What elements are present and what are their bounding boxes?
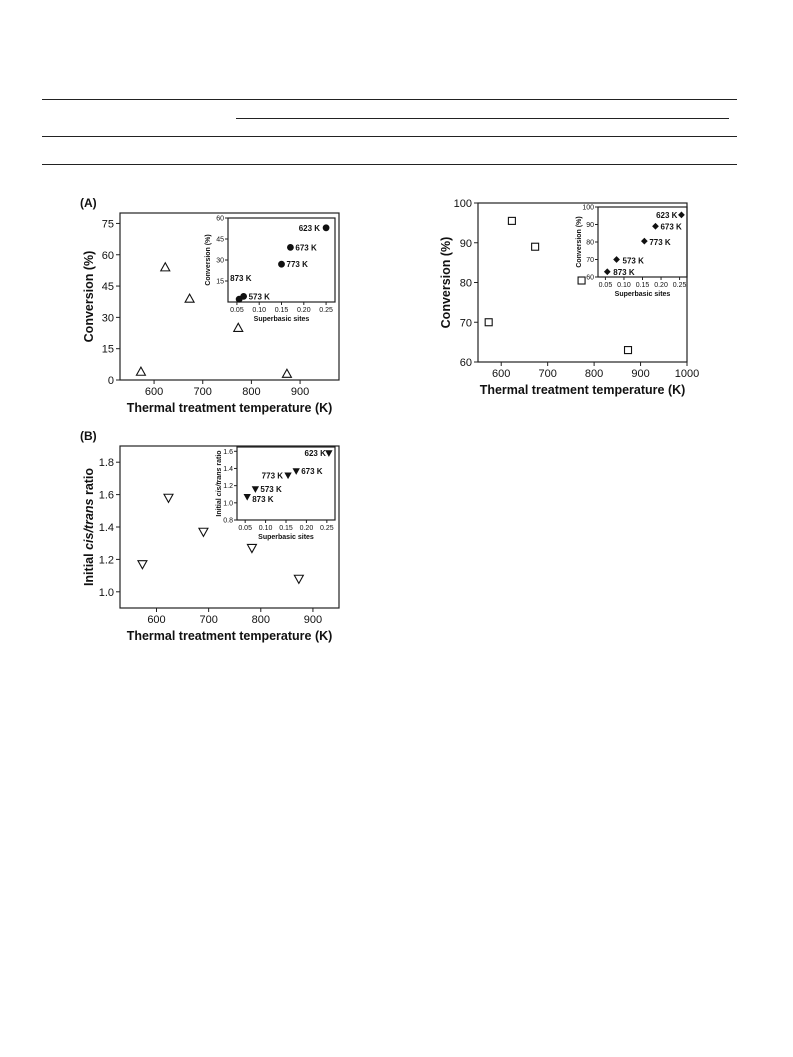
chart-a-inset-ytick-label: 30 <box>216 257 224 265</box>
chart-c-ytick-label: 100 <box>453 198 472 210</box>
chart-a-xtick-label: 900 <box>290 386 310 398</box>
panel-label-a: (A) <box>80 196 97 210</box>
chart-c-data-point <box>532 243 539 250</box>
chart-c-inset-point-label: 773 K <box>649 238 671 248</box>
chart-b-inset-xtick-label: 0.15 <box>279 525 293 532</box>
chart-b-inset-y-axis-label-suffix: ratio <box>216 450 223 468</box>
chart-b-inset-y-axis-label-italic: cis/trans <box>216 467 223 497</box>
chart-c-inset-point-label: 873 K <box>613 267 635 277</box>
chart-a-inset-point-label: 873 K <box>230 274 252 284</box>
chart-b-inset-xtick-label: 0.10 <box>258 525 273 532</box>
chart-c-inset-data-point <box>604 269 610 275</box>
chart-b-inset-ytick-label: 1.4 <box>223 465 233 473</box>
chart-c-ytick-label: 90 <box>459 237 472 250</box>
chart-b-inset-ytick-label: 1.0 <box>223 500 233 508</box>
chart-c-inset-ytick-label: 100 <box>582 204 594 212</box>
chart-a-x-axis-label: Thermal treatment temperature (K) <box>126 401 333 415</box>
chart-b-inset-ytick-label: 0.8 <box>223 517 233 525</box>
chart-c-inset-data-point <box>642 238 648 244</box>
chart-a-inset-xtick-label: 0.15 <box>274 307 289 314</box>
chart-c-data-point <box>485 319 492 326</box>
chart-b-inset-y-axis-label-prefix: Initial <box>216 496 223 517</box>
chart-a-xtick-label: 700 <box>193 386 212 398</box>
chart-c-inset-ytick-label: 70 <box>586 257 594 264</box>
chart-c-data-point <box>578 277 585 284</box>
chart-b-xtick-label: 600 <box>147 614 166 626</box>
chart-b-ytick-label: 1.2 <box>98 554 114 567</box>
chart-a-inset-point-label: 573 K <box>248 292 270 302</box>
chart-b-ytick-label: 1.4 <box>98 522 114 534</box>
chart-c-ytick-label: 80 <box>459 277 472 290</box>
chart-b-inset-point-label: 573 K <box>260 485 282 495</box>
chart-c-inset <box>576 205 687 299</box>
chart-c-ytick-label: 70 <box>459 317 472 330</box>
chart-b-xtick-label: 700 <box>199 614 218 626</box>
chart-a-inset-ytick-label: 45 <box>216 236 224 244</box>
chart-c-inset-ytick-label: 60 <box>586 274 594 282</box>
chart-b-ytick-label: 1.6 <box>98 489 114 502</box>
chart-c-xtick-label: 1000 <box>674 368 700 380</box>
chart-a-y-axis-label: Conversion (%) <box>82 250 96 343</box>
chart-c-xtick-label: 800 <box>584 368 604 380</box>
chart-a-ytick-label: 0 <box>107 375 114 387</box>
chart-a-ytick-label: 75 <box>101 218 114 231</box>
chart-b-inset-xtick-label: 0.20 <box>299 525 314 532</box>
chart-c-inset-point-label: 623 K <box>656 210 678 220</box>
chart-b-inset-ytick-label: 1.6 <box>223 448 233 456</box>
chart-a-inset-y-axis-label: Conversion (%) <box>205 234 212 286</box>
chart-a-ytick-label: 60 <box>101 249 114 262</box>
chart-b-inset-x-axis-label: Superbasic sites <box>258 534 314 541</box>
chart-a-ytick-label: 30 <box>101 312 114 325</box>
chart-c-y-axis-label: Conversion (%) <box>439 236 453 329</box>
chart-b-xtick-label: 800 <box>251 614 270 626</box>
chart-a-ytick-label: 15 <box>101 343 114 356</box>
chart-c-inset-point-label: 673 K <box>660 222 682 232</box>
chart-b-xtick-label: 900 <box>303 614 323 626</box>
chart-a-inset-point-label: 773 K <box>286 260 308 270</box>
chart-a-inset-xtick-label: 0.05 <box>230 307 244 314</box>
chart-a-inset-xtick-label: 0.20 <box>296 307 311 314</box>
chart-c-x-axis-label: Thermal treatment temperature (K) <box>479 383 686 397</box>
chart-c-xtick-label: 600 <box>492 368 511 380</box>
chart-b-y-axis-label-italic: cis/trans <box>82 498 96 550</box>
chart-a-inset-point-label: 673 K <box>295 243 317 253</box>
chart-c-inset-data-point <box>614 257 620 263</box>
chart-a-xtick-label: 800 <box>242 386 261 398</box>
chart-a-inset-ytick-label: 60 <box>216 215 224 223</box>
chart-c-data-point <box>625 347 632 354</box>
chart-a-inset-point-label: 623 K <box>298 223 321 233</box>
chart-b-ytick-label: 1.8 <box>98 457 114 470</box>
chart-b-x-axis-label: Thermal treatment temperature (K) <box>126 629 333 643</box>
chart-b-inset-xtick-label: 0.25 <box>320 525 334 532</box>
chart-a-ytick-label: 45 <box>101 281 114 294</box>
chart-a-inset-ytick-label: 15 <box>216 278 224 286</box>
chart-c-inset-xtick-label: 0.15 <box>635 282 650 289</box>
chart-c-inset-xtick-label: 0.10 <box>617 282 631 289</box>
chart-b-y-axis-label-suffix: ratio <box>82 467 96 499</box>
chart-c-inset-xtick-label: 0.20 <box>654 282 668 289</box>
chart-c-inset-data-point <box>653 223 659 229</box>
chart-c-inset-ytick-label: 80 <box>586 239 594 247</box>
chart-b-inset-point-label: 873 K <box>252 494 274 504</box>
chart-c-inset-xtick-label: 0.05 <box>598 282 613 289</box>
chart-c-xtick-label: 900 <box>631 368 650 380</box>
chart-c-data-point <box>508 217 515 224</box>
chart-b-inset-point-label: 673 K <box>301 467 323 477</box>
chart-c-inset-x-axis-label: Superbasic sites <box>614 291 671 298</box>
chart-c-inset-point-label: 573 K <box>622 256 644 266</box>
chart-c-xtick-label: 700 <box>538 368 557 380</box>
chart-c-inset-data-point <box>679 212 685 218</box>
chart-b-y-axis-label-prefix: Initial <box>82 549 96 587</box>
chart-b-inset-ytick-label: 1.2 <box>223 483 233 491</box>
chart-a-inset-xtick-label: 0.25 <box>319 307 333 314</box>
panel-label-b: (B) <box>80 429 97 443</box>
chart-b-inset-xtick-label: 0.05 <box>238 525 252 532</box>
chart-c-inset-y-axis-label: Conversion (%) <box>576 216 583 268</box>
chart-b-inset-point-label: 623 K <box>304 449 326 459</box>
chart-a-inset-xtick-label: 0.10 <box>252 307 267 314</box>
chart-a-xtick-label: 600 <box>144 386 164 398</box>
chart-b-inset-point-label: 773 K <box>261 471 284 481</box>
chart-c-inset-xtick-label: 0.25 <box>672 282 687 289</box>
chart-c-inset-ytick-label: 90 <box>586 222 594 229</box>
chart-c-ytick-label: 60 <box>459 357 472 369</box>
chart-b-ytick-label: 1.0 <box>98 586 114 599</box>
chart-a-inset-x-axis-label: Superbasic sites <box>253 316 310 323</box>
